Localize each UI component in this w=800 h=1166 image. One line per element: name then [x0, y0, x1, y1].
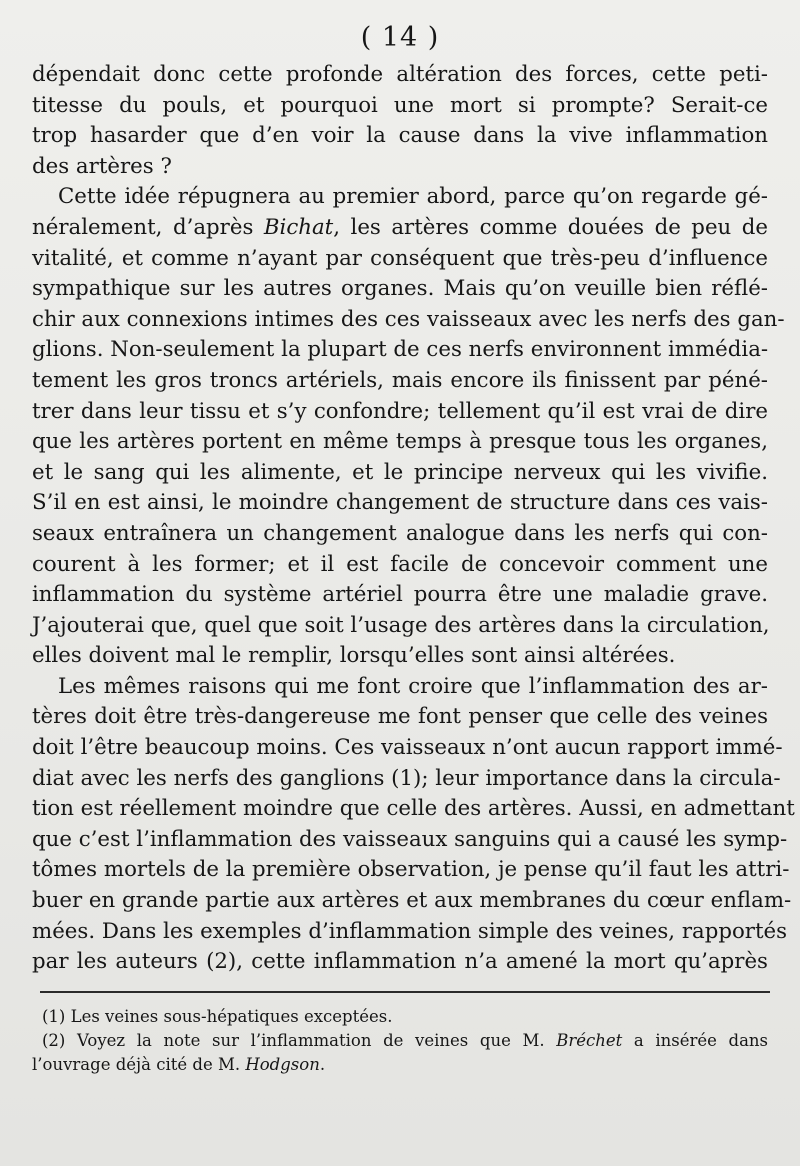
- text-segment: .: [319, 1054, 326, 1074]
- text-line: que les artères portent en même temps à presque tous les organes,: [32, 429, 768, 455]
- text-line: elles doivent mal le remplir, lorsqu’elles sont ainsi altérées.: [32, 643, 676, 669]
- text-line: et le sang qui les alimente, et le principe nerveux qui les vivifie.: [32, 459, 768, 485]
- text-line: trop hasarder que d’en voir la cause dans la vive inflammation: [32, 123, 768, 149]
- paragraph-1: [32, 60, 768, 182]
- text-line: buer en grande partie aux artères et aux membranes du cœur enflam-: [32, 888, 792, 914]
- text-segment: néralement, d’après: [32, 214, 264, 240]
- author-name-brechet: Bréchet: [556, 1030, 623, 1050]
- text-line: tères doit être très-dangereuse me font penser que celle des veines: [32, 704, 768, 730]
- page-number: ( 14 ): [360, 22, 440, 53]
- author-name-bichat: Bichat: [263, 214, 334, 240]
- text-line: des artères ?: [32, 153, 172, 179]
- text-line: [32, 213, 768, 244]
- text-line: doit l’être beaucoup moins. Ces vaisseaux n’ont aucun rapport immé-: [32, 735, 783, 761]
- paragraph-2: [32, 182, 785, 672]
- text-line: J’ajouterai que, quel que soit l’usage des artères dans la circulation,: [32, 612, 770, 638]
- text-segment: l’ouvrage déjà cité de M.: [32, 1054, 246, 1074]
- text-line: dépendait donc cette profonde altération des forces, cette peti-: [32, 62, 768, 87]
- text-line: que c’est l’inflammation des vaisseaux sanguins qui a causé les symp-: [32, 826, 788, 852]
- author-name-hodgson: Hodgson: [245, 1054, 320, 1074]
- text-line: tômes mortels de la première observation, je pense qu’il faut les attri-: [32, 857, 790, 883]
- text-line: glions. Non-seulement la plupart de ces nerfs environnent immédia-: [32, 337, 769, 363]
- text-line: Les mêmes raisons qui me font croire que l’inflammation des ar-: [58, 673, 768, 699]
- text-line: courent à les former; et il est facile de concevoir comment une: [32, 551, 768, 577]
- footnote-2: [32, 1029, 768, 1077]
- footnote-divider: [40, 991, 770, 993]
- text-line: tion est réellement moindre que celle des artères. Aussi, en admettant: [32, 796, 795, 822]
- footnote-1: (1) Les veines sous-hépatiques exceptées.: [42, 1006, 393, 1026]
- text-line: inflammation du système artériel pourra être une maladie grave.: [32, 582, 768, 608]
- text-line: Cette idée répugnera au premier abord, parce qu’on regarde gé-: [58, 184, 768, 210]
- text-line: chir aux connexions intimes des ces vaisseaux avec les nerfs des gan-: [32, 306, 785, 332]
- text-line: tement les gros troncs artériels, mais encore ils finissent par péné-: [32, 367, 768, 393]
- text-line: par les auteurs (2), cette inflammation n’a amené la mort qu’après: [32, 949, 768, 975]
- text-line: titesse du pouls, et pourquoi une mort si prompte? Serait-ce: [32, 92, 768, 118]
- text-line: seaux entraînera un changement analogue dans les nerfs qui con-: [32, 520, 768, 546]
- footnote-2-line-2: [32, 1053, 768, 1077]
- text-segment: a insérée dans: [622, 1030, 768, 1050]
- text-line: diat avec les nerfs des ganglions (1); leur importance dans la circula-: [32, 765, 781, 791]
- text-segment: , les artères comme douées de peu de: [333, 214, 768, 240]
- footnotes: [32, 1005, 768, 1077]
- paragraph-3: [32, 672, 795, 978]
- footnote-2-line-1: [32, 1029, 768, 1053]
- text-line: sympathique sur les autres organes. Mais qu’on veuille bien réflé-: [32, 276, 768, 302]
- text-line: S’il en est ainsi, le moindre changement de structure dans ces vais-: [32, 490, 768, 516]
- text-line: trer dans leur tissu et s’y confondre; tellement qu’il est vrai de dire: [32, 398, 768, 424]
- text-line: vitalité, et comme n’ayant par conséquent que très-peu d’influence: [32, 245, 768, 271]
- text-line: mées. Dans les exemples d’inflammation simple des veines, rapportés: [32, 918, 788, 944]
- text-segment: (2) Voyez la note sur l’inflammation de veines que M.: [42, 1030, 557, 1050]
